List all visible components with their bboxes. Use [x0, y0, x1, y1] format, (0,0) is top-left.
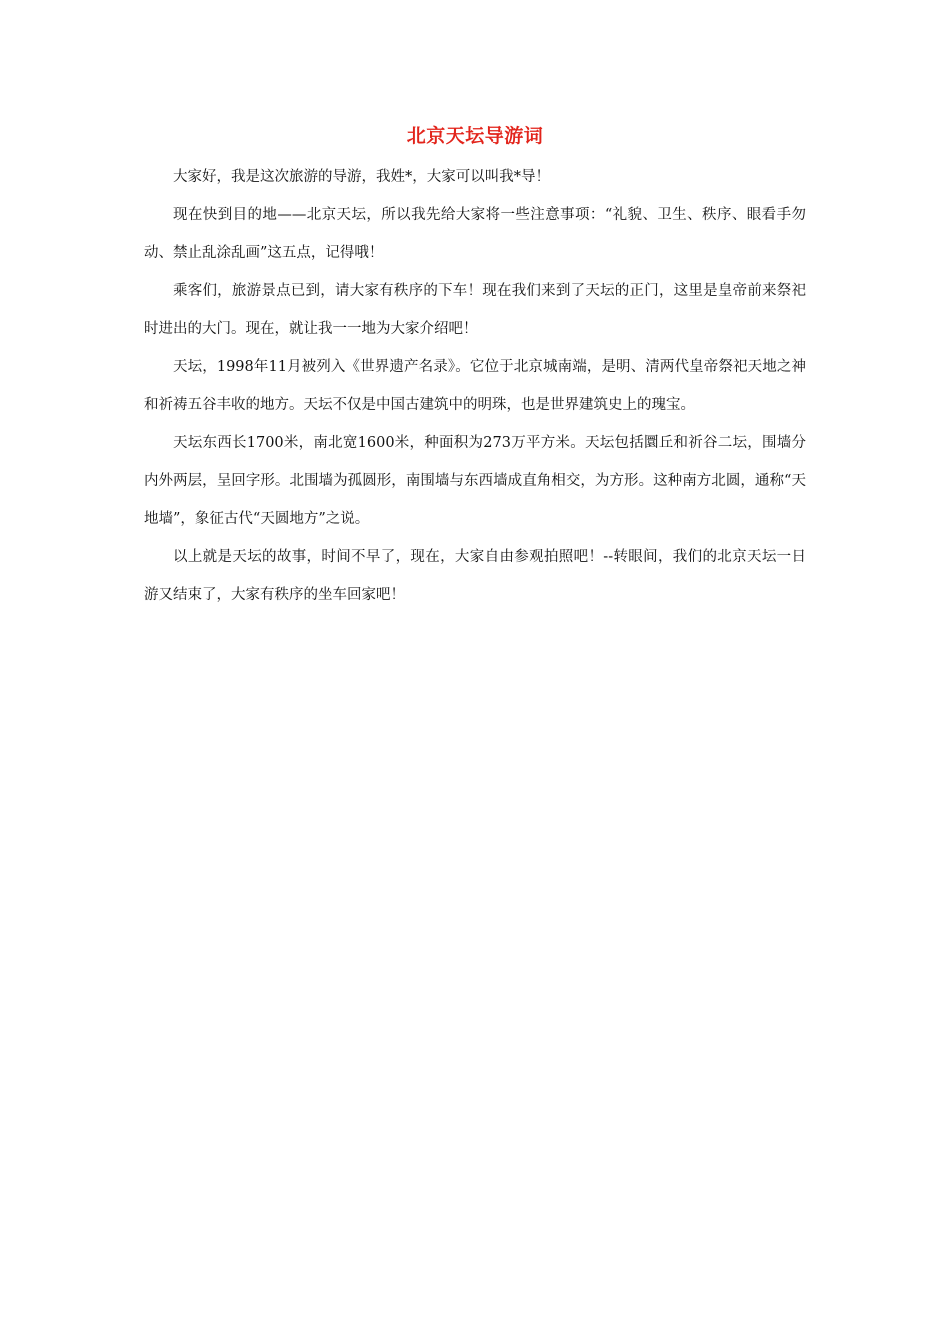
paragraph-notices: 现在快到目的地——北京天坛，所以我先给大家将一些注意事项：“礼貌、卫生、秩序、眼看手勿动、禁止乱涂乱画”这五点，记得哦！ — [144, 207, 806, 261]
paragraph-layout: 天坛东西长1700米，南北宽1600米，种面积为273万平方米。天坛包括圜丘和祈谷二坛，围墙分内外两层，呈回字形。北围墙为孤圆形，南围墙与东西墙成直角相交，为方形。这种南方北圆，通称“天地墙”，象征古代“天圆地方”之说。 — [144, 435, 806, 527]
paragraph-arrival: 乘客们，旅游景点已到，请大家有秩序的下车！现在我们来到了天坛的正门，这里是皇帝前来祭祀时进出的大门。现在，就让我一一地为大家介绍吧！ — [144, 283, 806, 337]
document-body — [144, 118, 806, 614]
paragraph-closing: 以上就是天坛的故事，时间不早了，现在，大家自由参观拍照吧！--转眼间，我们的北京天坛一日游又结束了，大家有秩序的坐车回家吧！ — [144, 549, 806, 603]
paragraph-greeting: 大家好，我是这次旅游的导游，我姓*，大家可以叫我*导！ — [173, 169, 550, 185]
document-title: 北京天坛导游词 — [406, 125, 544, 147]
paragraph-history: 天坛，1998年11月被列入《世界遗产名录》。它位于北京城南端，是明、清两代皇帝祭祀天地之神和祈祷五谷丰收的地方。天坛不仅是中国古建筑中的明珠，也是世界建筑史上的瑰宝。 — [144, 359, 806, 413]
